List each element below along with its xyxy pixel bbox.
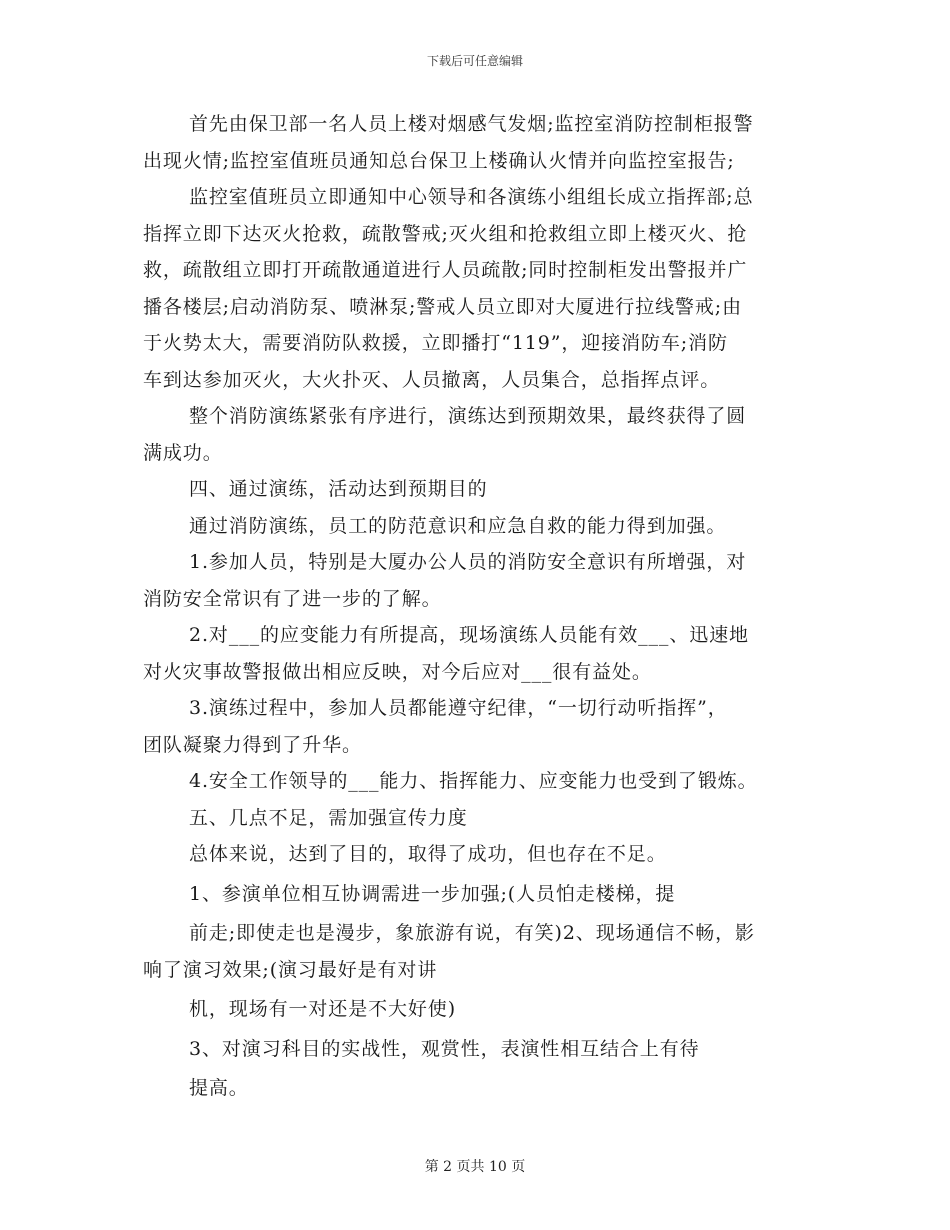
list-item: 4.安全工作领导的___能力、指挥能力、应变能力也受到了锻炼。 [189,770,758,792]
paragraph-line: 消防安全常识有了进一步的了解。 [143,587,442,610]
paragraph-line: 满成功。 [143,441,223,464]
list-item: 1、参演单位相互协调需进一步加强;(人员怕走楼梯，提 [189,882,676,905]
paragraph-line: 总体来说，达到了目的，取得了成功，但也存在不足。 [189,843,667,865]
paragraph-line: 响了演习效果;(演习最好是有对讲 [143,958,438,981]
list-item: 2.对___的应变能力有所提高，现场演练人员能有效___、迅速地 [189,624,749,646]
paragraph-line: 监控室值班员立即通知中心领导和各演练小组组长成立指挥部;总 [189,186,754,208]
paragraph-line: 于火势太大，需要消防队救援，立即播打“119”，迎接消防车;消防 [143,332,728,354]
page-footer: 第 2 页共 10 页 [424,1159,526,1175]
paragraph-line: 提高。 [189,1077,249,1099]
list-item: 3.演练过程中，参加人员都能遵守纪律，“一切行动听指挥”， [189,697,728,719]
paragraph-line: 机，现场有一对还是不大好使) [189,998,457,1020]
paragraph-line: 整个消防演练紧张有序进行，演练达到预期效果，最终获得了圆 [189,405,747,427]
paragraph-line: 对火灾事故警报做出相应反映，对今后应对___很有益处。 [143,660,652,683]
page-header: 下载后可任意编辑 [426,54,523,68]
document-body [143,106,808,1107]
paragraph-line: 救，疏散组立即打开疏散通道进行人员疏散;同时控制柜发出警报并广 [143,259,748,281]
section-heading: 四、通过演练，活动达到预期目的 [189,478,488,500]
paragraph-line: 通过消防演练，员工的防范意识和应急自救的能力得到加强。 [189,514,727,537]
paragraph-line: 车到达参加灭火，大火扑灭、人员撤离，人员集合，总指挥点评。 [143,368,721,391]
list-item: 3、对演习科目的实战性，观赏性，表演性相互结合上有待 [189,1037,700,1060]
paragraph-line: 前走;即使走也是漫步，象旅游有说，有笑)2、现场通信不畅，影 [189,922,755,944]
paragraph-line: 指挥立即下达灭火抢救，疏散警戒;灭火组和抢救组立即上楼灭火、抢 [143,222,748,245]
paragraph-line: 出现火情;监控室值班员通知总台保卫上楼确认火情并向监控室报告; [143,149,735,172]
paragraph-line: 首先由保卫部一名人员上楼对烟感气发烟;监控室消防控制柜报警 [189,113,754,135]
list-item: 1.参加人员，特别是大厦办公人员的消防安全意识有所增强，对 [189,551,747,573]
section-heading: 五、几点不足，需加强宣传力度 [189,806,468,829]
paragraph-line: 团队凝聚力得到了升华。 [143,733,362,756]
paragraph-line: 播各楼层;启动消防泵、喷淋泵;警戒人员立即对大厦进行拉线警戒;由 [143,295,743,318]
